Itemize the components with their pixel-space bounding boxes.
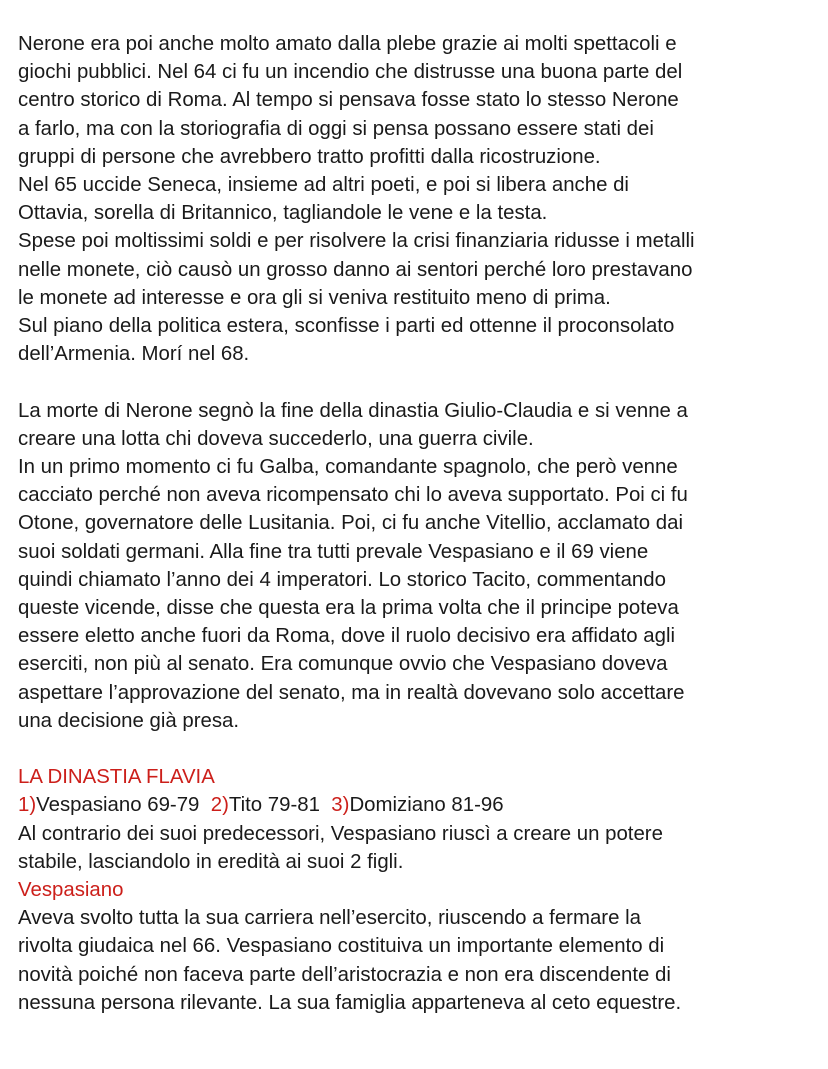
text-line: a farlo, ma con la storiografia di oggi si pensa possano essere stati dei	[18, 117, 654, 140]
text-line: Ottavia, sorella di Britannico, tagliandole le vene e la testa.	[18, 202, 548, 225]
emperor-name: Domiziano 81-96	[349, 794, 504, 817]
text-line: In un primo momento ci fu Galba, comandante spagnolo, che però venne	[18, 456, 678, 479]
text-line: creare una lotta chi doveva succederlo, una guerra civile.	[18, 427, 534, 450]
text-line: Al contrario dei suoi predecessori, Vespasiano riuscì a creare un potere	[18, 822, 663, 845]
text-line: La morte di Nerone segnò la fine della dinastia Giulio-Claudia e si venne a	[18, 399, 688, 422]
section-subheading: Vespasiano	[18, 879, 124, 902]
text-line: Sul piano della politica estera, sconfisse i parti ed ottenne il proconsolato	[18, 315, 675, 338]
paragraph-spacer	[18, 368, 818, 396]
text-line: giochi pubblici. Nel 64 ci fu un incendio che distrusse una buona parte del	[18, 61, 683, 84]
text-line: cacciato perché non aveva ricompensato chi lo aveva supportato. Poi ci fu	[18, 484, 688, 507]
document-page	[18, 30, 818, 1017]
text-line: Nel 65 uccide Seneca, insieme ad altri poeti, e poi si libera anche di	[18, 174, 629, 197]
text-line: essere eletto anche fuori da Roma, dove il ruolo decisivo era affidato agli	[18, 625, 676, 648]
text-line: queste vicende, disse che questa era la prima volta che il principe poteva	[18, 597, 679, 620]
emperor-name: Vespasiano 69-79	[36, 794, 200, 817]
paragraph-spacer	[18, 735, 818, 763]
section-dinastia-flavia	[18, 763, 818, 1017]
text-line: una decisione già presa.	[18, 709, 240, 732]
text-line: aspettare l’approvazione del senato, ma in realtà dovevano solo accettare	[18, 681, 685, 704]
text-line: nelle monete, ciò causò un grosso danno ai sentori perché loro prestavano	[18, 258, 693, 281]
text-line: rivolta giudaica nel 66. Vespasiano costituiva un importante elemento di	[18, 935, 665, 958]
text-line: suoi soldati germani. Alla fine tra tutti prevale Vespasiano e il 69 viene	[18, 540, 649, 563]
emperor-list	[18, 791, 818, 819]
text-line: eserciti, non più al senato. Era comunque ovvio che Vespasiano doveva	[18, 653, 668, 676]
paragraph-four-emperors	[18, 397, 818, 735]
text-line: Aveva svolto tutta la sua carriera nell’esercito, riuscendo a fermare la	[18, 907, 641, 930]
text-line: novità poiché non faceva parte dell’aristocrazia e non era discendente di	[18, 963, 671, 986]
text-line: Otone, governatore delle Lusitania. Poi, ci fu anche Vitellio, acclamato dai	[18, 512, 683, 535]
text-line: Spese poi moltissimi soldi e per risolvere la crisi finanziaria ridusse i metalli	[18, 230, 695, 253]
section-heading: LA DINASTIA FLAVIA	[18, 766, 215, 789]
text-line: stabile, lasciandolo in eredità ai suoi 2 figli.	[18, 850, 404, 873]
paragraph-nerone	[18, 30, 818, 368]
text-line: gruppi di persone che avrebbero tratto profitti dalla ricostruzione.	[18, 145, 601, 168]
text-line: Nerone era poi anche molto amato dalla plebe grazie ai molti spettacoli e	[18, 33, 677, 55]
emperor-number: 3)	[331, 794, 350, 817]
emperor-number: 2)	[210, 794, 229, 817]
text-line: dell’Armenia. Morí nel 68.	[18, 343, 250, 366]
text-line: le monete ad interesse e ora gli si veniva restituito meno di prima.	[18, 286, 611, 309]
text-line: nessuna persona rilevante. La sua famiglia apparteneva al ceto equestre.	[18, 991, 682, 1014]
text-line: centro storico di Roma. Al tempo si pensava fosse stato lo stesso Nerone	[18, 89, 679, 112]
emperor-number: 1)	[18, 794, 37, 817]
emperor-name: Tito 79-81	[228, 794, 320, 817]
text-line: quindi chiamato l’anno dei 4 imperatori. Lo storico Tacito, commentando	[18, 568, 666, 591]
